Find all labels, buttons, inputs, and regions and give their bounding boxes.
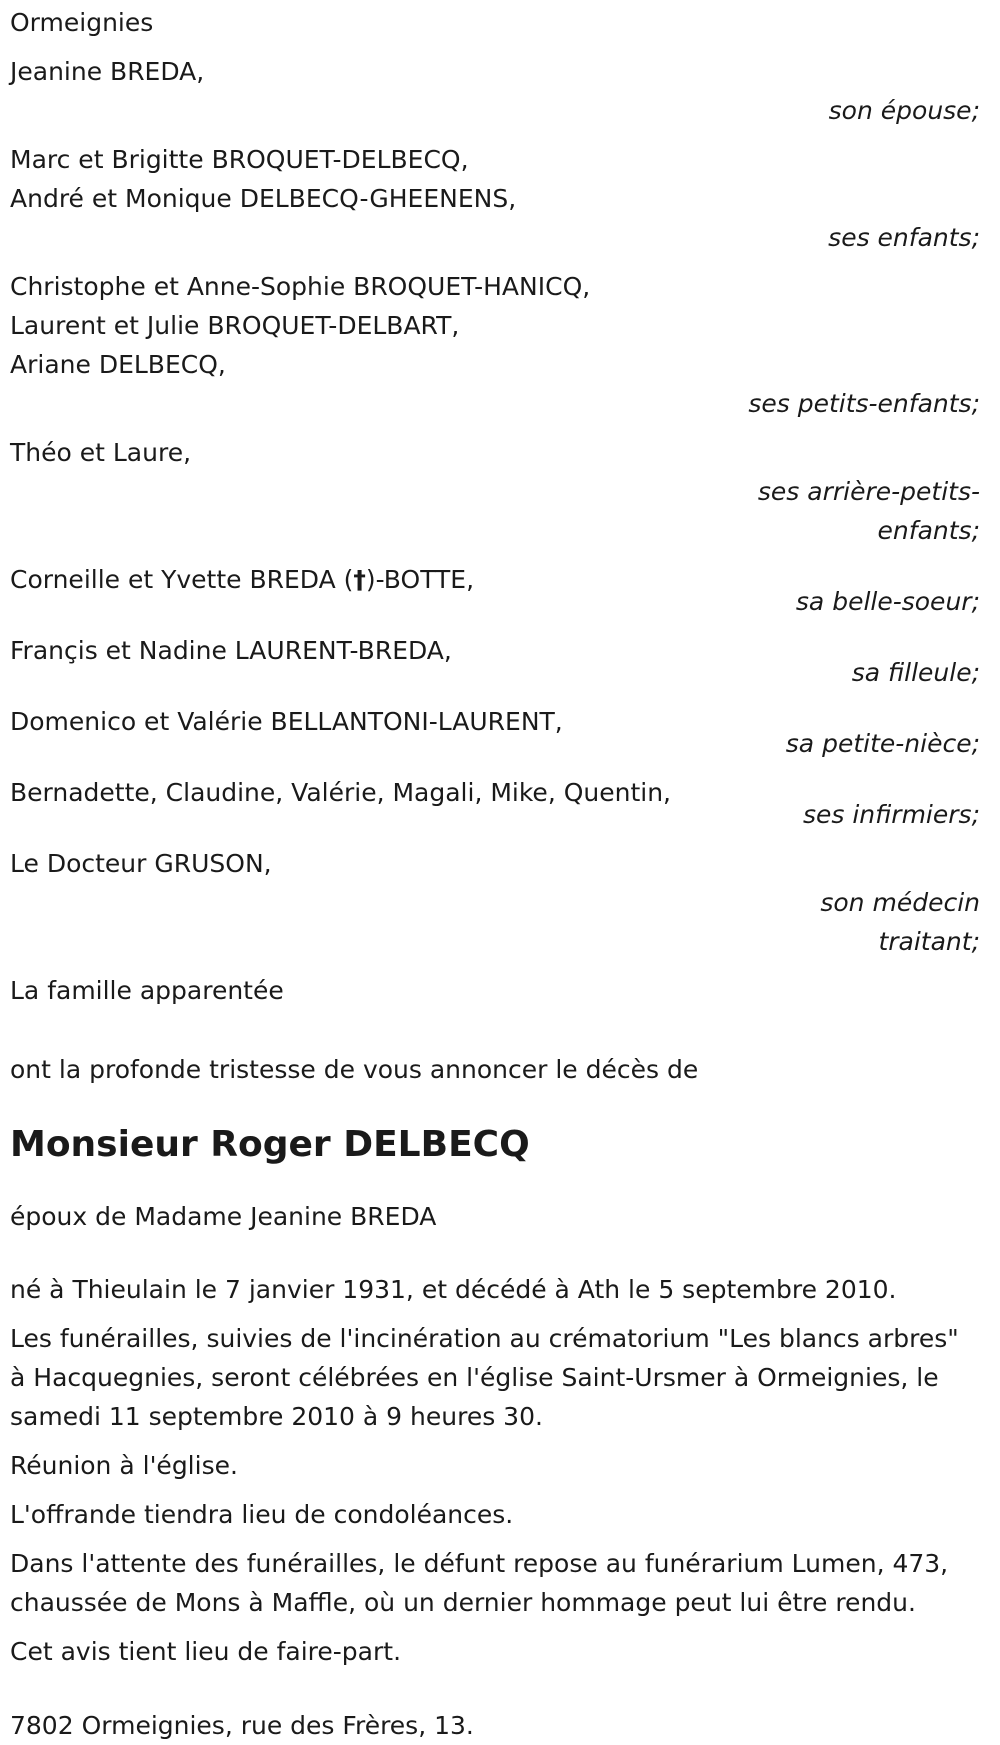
names-block (10, 844, 910, 883)
family-name-line: Christophe et Anne-Sophie BROQUET-HANICQ, (10, 272, 591, 301)
relation-line: sa filleule; (851, 658, 980, 687)
relation-label (10, 218, 980, 257)
relation-line: ses enfants; (828, 223, 980, 252)
family-group-goddaughter (10, 631, 980, 692)
relation-line: son médecin (820, 888, 980, 917)
family-group-spouse (10, 52, 980, 130)
relation-label (750, 883, 980, 961)
relation-line: ses infirmiers; (802, 800, 980, 829)
announcement-text: ont la profonde tristesse de vous annoncer le décès de (10, 1055, 699, 1084)
family-group-doctor (10, 844, 980, 961)
meeting-paragraph: Réunion à l'église. (10, 1451, 238, 1480)
extended-family: La famille apparentée (10, 976, 284, 1005)
names-block (10, 267, 910, 384)
relation-line: ses petits-enfants; (748, 389, 980, 418)
cross-icon: † (353, 565, 366, 594)
names-block (10, 433, 910, 472)
family-name-line: Françis et Nadine LAURENT-BREDA, (10, 636, 452, 665)
relation-line: traitant; (878, 927, 980, 956)
relation-line: son épouse; (828, 96, 980, 125)
family-name-line: Domenico et Valérie BELLANTONI-LAURENT, (10, 707, 563, 736)
family-group-children (10, 140, 980, 257)
notice-paragraph: Cet avis tient lieu de faire-part. (10, 1637, 402, 1666)
family-name-line: Le Docteur GRUSON, (10, 849, 272, 878)
deceased-name: Monsieur Roger DELBECQ (10, 1124, 530, 1165)
relation-line: enfants; (877, 516, 980, 545)
funerarium-paragraph: Dans l'attente des funérailles, le défunt repose au funérarium Lumen, 473, chaussée de Mons à Maffle, où un dernier hommage peut lui être rendu. (10, 1549, 949, 1617)
relation-line: sa petite-nièce; (785, 729, 980, 758)
family-name-line: Bernadette, Claudine, Valérie, Magali, Mike, Quentin, (10, 778, 671, 807)
family-name-line: Ariane DELBECQ, (10, 350, 226, 379)
family-group-grandchildren (10, 267, 980, 423)
name-text: )-BOTTE, (365, 565, 475, 594)
family-name-line: Théo et Laure, (10, 438, 192, 467)
family-group-nurses (10, 773, 980, 834)
relation-line: ses arrière-petits- (757, 477, 980, 506)
town-heading: Ormeignies (10, 8, 154, 37)
names-block (10, 52, 910, 91)
address-line: 7802 Ormeignies, rue des Frères, 13. (10, 1711, 474, 1740)
family-name-line: Jeanine BREDA, (10, 57, 205, 86)
family-group-great-grandchildren (10, 433, 980, 550)
names-block (10, 140, 910, 218)
obituary-notice (10, 3, 980, 1745)
offering-paragraph: L'offrande tiendra lieu de condoléances. (10, 1500, 514, 1529)
spouse-line: époux de Madame Jeanine BREDA (10, 1202, 437, 1231)
family-name-line: Marc et Brigitte BROQUET-DELBECQ, (10, 145, 469, 174)
relation-line: sa belle-soeur; (795, 587, 980, 616)
relation-label (750, 472, 980, 550)
birth-death-paragraph: né à Thieulain le 7 janvier 1931, et décédé à Ath le 5 septembre 2010. (10, 1275, 897, 1304)
family-group-grandniece (10, 702, 980, 763)
relation-label (10, 91, 980, 130)
family-name-line: Laurent et Julie BROQUET-DELBART, (10, 311, 460, 340)
name-text: Corneille et Yvette BREDA ( (10, 565, 354, 594)
relation-label (10, 384, 980, 423)
family-group-sister-in-law (10, 560, 980, 621)
family-name-line: André et Monique DELBECQ-GHEENENS, (10, 184, 517, 213)
funeral-paragraph: Les funérailles, suivies de l'incinération au crématorium "Les blancs arbres" à Hacquegnies, seront célébrées en l'église Saint-Ursmer à Ormeignies, le samedi 11 septembre 2010 à 9 heures 30. (10, 1324, 959, 1431)
